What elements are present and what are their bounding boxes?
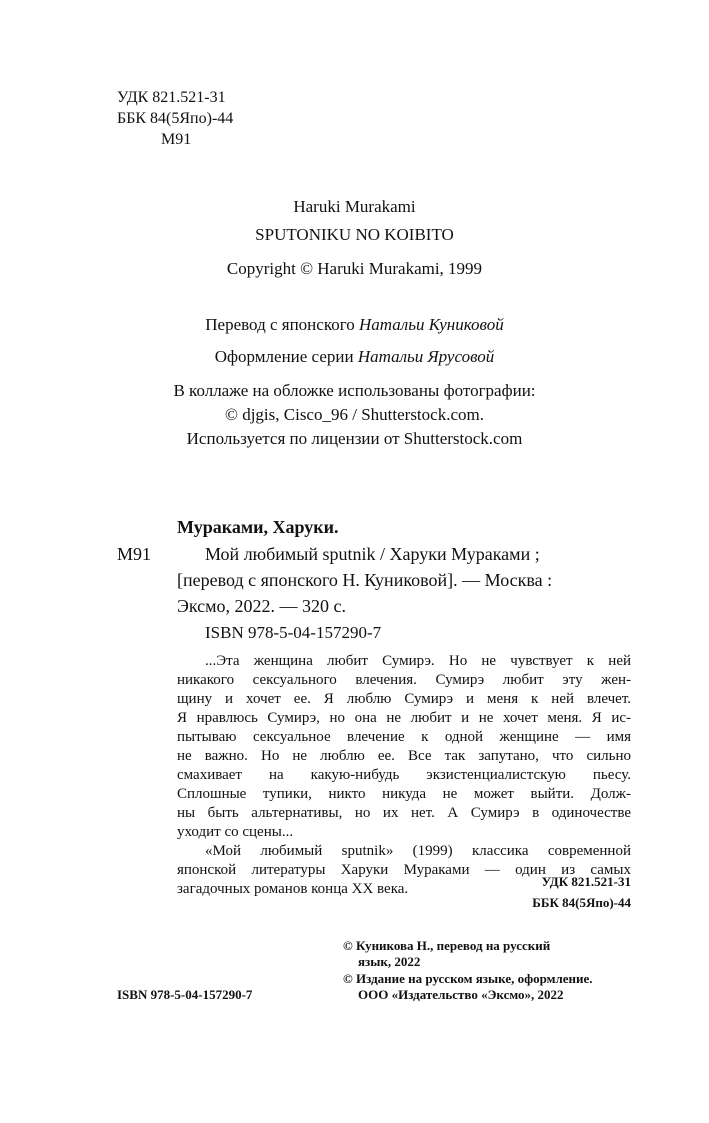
catalog-mark: М91 bbox=[117, 544, 152, 564]
copyright-translation-line2: язык, 2022 bbox=[358, 954, 421, 969]
bbk-code: ББК 84(5Япо)-44 bbox=[117, 110, 234, 127]
original-title: SPUTONIKU NO KOIBITO bbox=[255, 225, 454, 244]
photo-credit-line2: © djgis, Cisco_96 / Shutterstock.com. bbox=[225, 405, 484, 424]
annotation-line: никакого сексуального влечения. Сумирэ любит эту жен- bbox=[177, 672, 631, 688]
annotation-udk: УДК 821.521-31 bbox=[541, 874, 631, 889]
copyright-translation-line1: © Куникова Н., перевод на русский bbox=[343, 938, 551, 953]
annotation bbox=[177, 652, 631, 899]
annotation-line: японской литературы Харуки Мураками — один из самых bbox=[177, 862, 631, 878]
original-copyright: Copyright © Haruki Murakami, 1999 bbox=[226, 259, 483, 278]
translation-credit bbox=[0, 314, 709, 336]
annotation-line: загадочных романов конца ХХ века. bbox=[177, 881, 409, 897]
copyright-edition-line1: © Издание на русском языке, оформление. bbox=[343, 971, 593, 986]
catalog-isbn: ISBN 978-5-04-157290-7 bbox=[205, 623, 382, 642]
photo-credit-line3: Используется по лицензии от Shutterstock.com bbox=[186, 429, 523, 448]
annotation-bbk: ББК 84(5Япо)-44 bbox=[532, 895, 631, 910]
annotation-line: ны быть альтернативы, но их нет. А Сумирэ в одиночестве bbox=[177, 805, 631, 821]
annotation-line: «Мой любимый sputnik» (1999) классика современной bbox=[205, 843, 631, 859]
photo-credit-line1: В коллаже на обложке использованы фотографии: bbox=[173, 381, 536, 400]
copyright-edition-line2: ООО «Издательство «Эксмо», 2022 bbox=[358, 987, 564, 1002]
footer-isbn: ISBN 978-5-04-157290-7 bbox=[117, 987, 253, 1002]
designer-name: Натальи Ярусовой bbox=[357, 347, 495, 366]
design-prefix: Оформление серии bbox=[214, 347, 354, 366]
design-credit bbox=[0, 346, 709, 368]
catalog-line3: Эксмо, 2022. — 320 с. bbox=[177, 596, 347, 616]
annotation-line: щину и хочет ее. Я люблю Сумирэ и меня к ней влечет. bbox=[177, 691, 631, 707]
catalog-line1: Мой любимый sputnik / Харуки Мураками ; bbox=[205, 544, 540, 564]
translation-prefix: Перевод с японского bbox=[205, 315, 355, 334]
translator-name: Натальи Куниковой bbox=[359, 315, 504, 334]
catalog-heading: Мураками, Харуки. bbox=[177, 517, 339, 537]
annotation-line: Я нравлюсь Сумирэ, но она не любит и не хочет меня. Я ис- bbox=[177, 710, 631, 726]
author-mark: М91 bbox=[161, 131, 192, 148]
original-author: Haruki Murakami bbox=[293, 197, 416, 216]
udk-code: УДК 821.521-31 bbox=[117, 89, 226, 106]
annotation-line: пытываю сексуальное влечение к одной женщине — имя bbox=[177, 729, 631, 745]
annotation-line: Сплошные тупики, никто никуда не может выйти. Долж- bbox=[177, 786, 631, 802]
annotation-line: не важно. Но не люблю ее. Все так запутано, что сильно bbox=[177, 748, 631, 764]
annotation-line: уходит со сцены... bbox=[177, 824, 294, 840]
catalog-line2: [перевод с японского Н. Куниковой]. — Москва : bbox=[177, 570, 553, 590]
annotation-line: смахивает на какую-нибудь экзистенциалистскую пьесу. bbox=[177, 767, 631, 783]
annotation-line: ...Эта женщина любит Сумирэ. Но не чувствует к ней bbox=[205, 653, 631, 669]
